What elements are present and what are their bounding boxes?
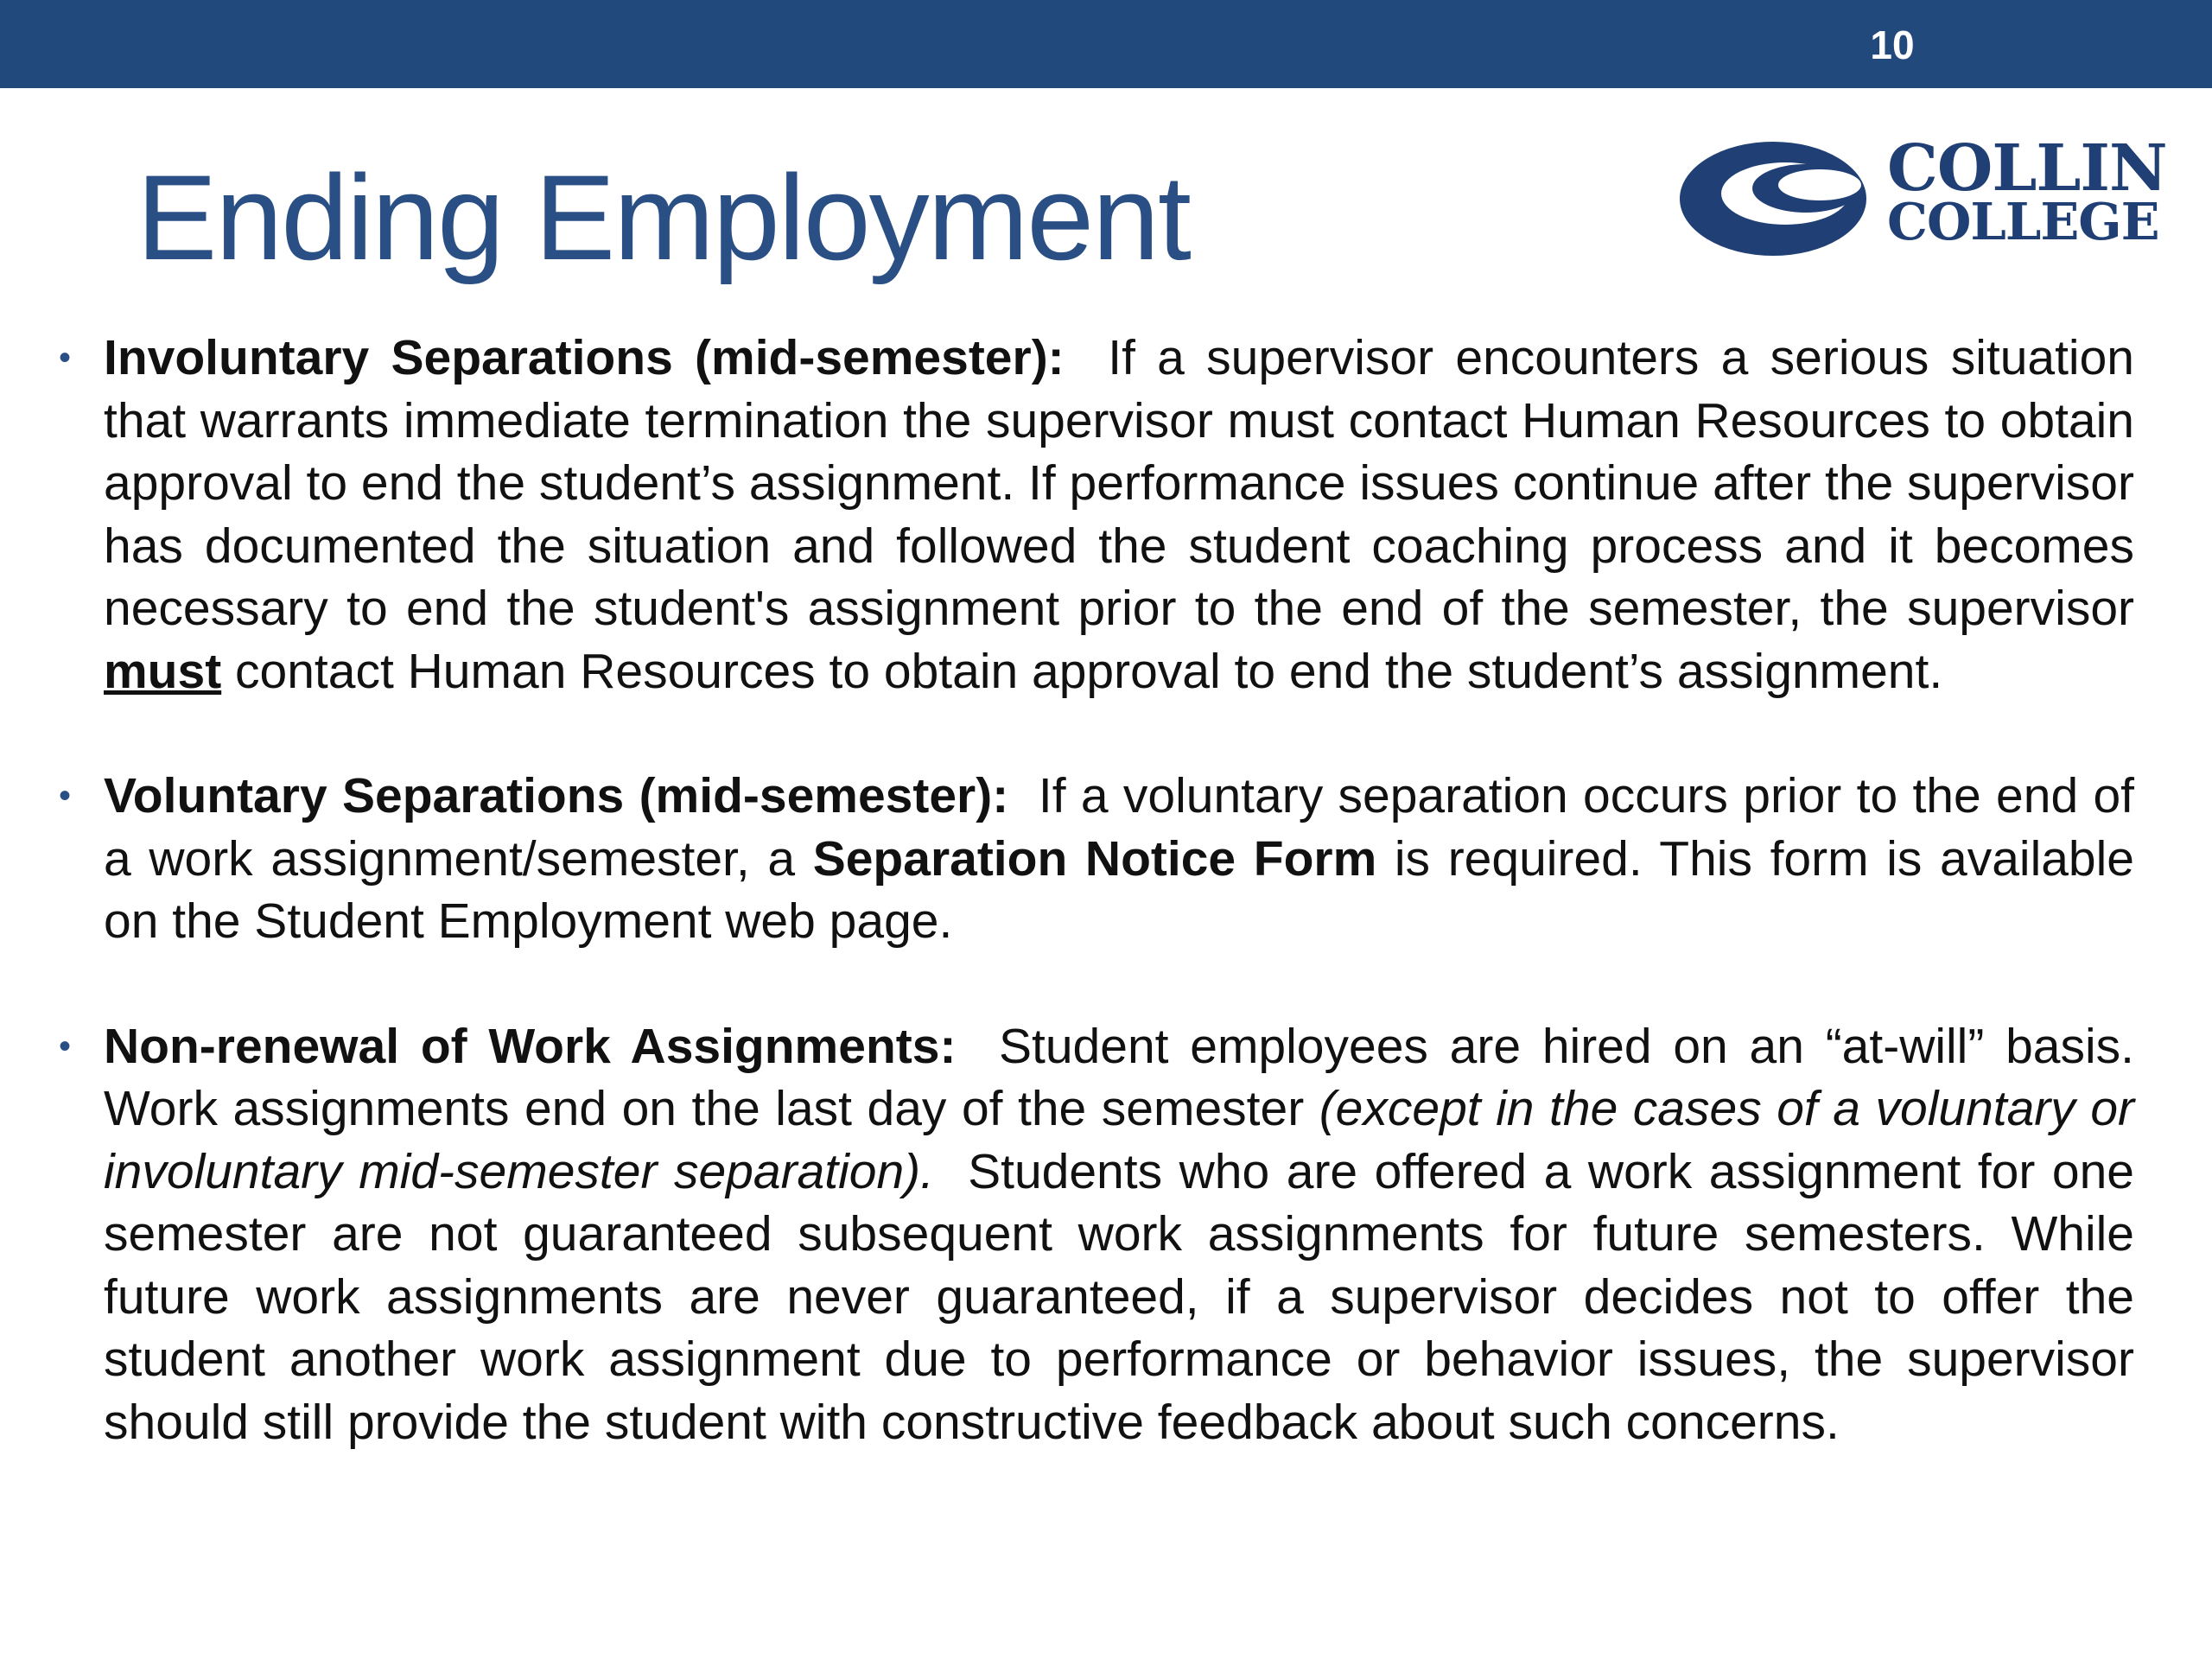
logo-line-collin: COLLIN	[1887, 131, 2167, 206]
bullet-term: Non-renewal of Work Assignments:	[104, 1018, 957, 1074]
bullet-text-continued: contact Human Resources to obtain approval to end the student’s assignment.	[235, 643, 1943, 699]
bullet-emphasis: Separation Notice Form	[812, 830, 1377, 887]
bullet-emphasis: must	[104, 643, 222, 699]
logo-line-college: COLLEGE	[1887, 192, 2159, 251]
bullet-dot-icon: •	[59, 339, 72, 377]
page-number: 10	[1870, 22, 1915, 67]
header-bar	[0, 0, 2212, 88]
bullet-term: Involuntary Separations (mid-semester):	[104, 330, 1065, 385]
slide-title: Ending Employment	[137, 149, 1190, 285]
logo-wordmark	[1887, 131, 2167, 251]
bullet-text: Student employees are hired on an “at-will” basis. Work assignments end on the last day of the semester	[104, 1018, 2134, 1136]
bullet-non-renewal	[52, 1015, 2134, 1454]
bullet-text-continued: is required. This form is available on the Student Employment web page.	[104, 830, 2134, 949]
bullet-involuntary-separations	[52, 327, 2134, 702]
bullet-dot-icon: •	[59, 1027, 72, 1065]
bullet-dot-icon: •	[59, 777, 72, 815]
bullet-text: If a supervisor encounters a serious situation that warrants immediate termination the supervisor must contact Human Resources to obtain approval to end the student’s assignment. If performance issues continue after the supervisor has documented the situation and followed the student coaching process and it becomes necessary to end the student's assignment prior to the end of the semester, the supervisor	[104, 330, 2134, 636]
bullet-text-continued: Students who are offered a work assignment for one semester are not guaranteed subsequent work assignments for future semesters. While future work assignments are never guaranteed, if a supervisor decides not to offer the student another work assignment due to performance or behavior issues, the supervisor should still provide the student with constructive feedback about such concerns.	[104, 1143, 2134, 1450]
bullet-term: Voluntary Separations (mid-semester):	[104, 768, 1009, 823]
bullet-voluntary-separations	[52, 765, 2134, 953]
bullet-list	[52, 327, 2134, 1453]
bullet-italic-note: (except in the cases of a voluntary or involuntary mid-semester separation).	[104, 1081, 2134, 1199]
collin-college-logo	[1676, 130, 2167, 268]
collin-swoosh-icon	[1676, 133, 1875, 263]
bullet-text: If a voluntary separation occurs prior to the end of a work assignment/semester, a	[104, 768, 2135, 887]
